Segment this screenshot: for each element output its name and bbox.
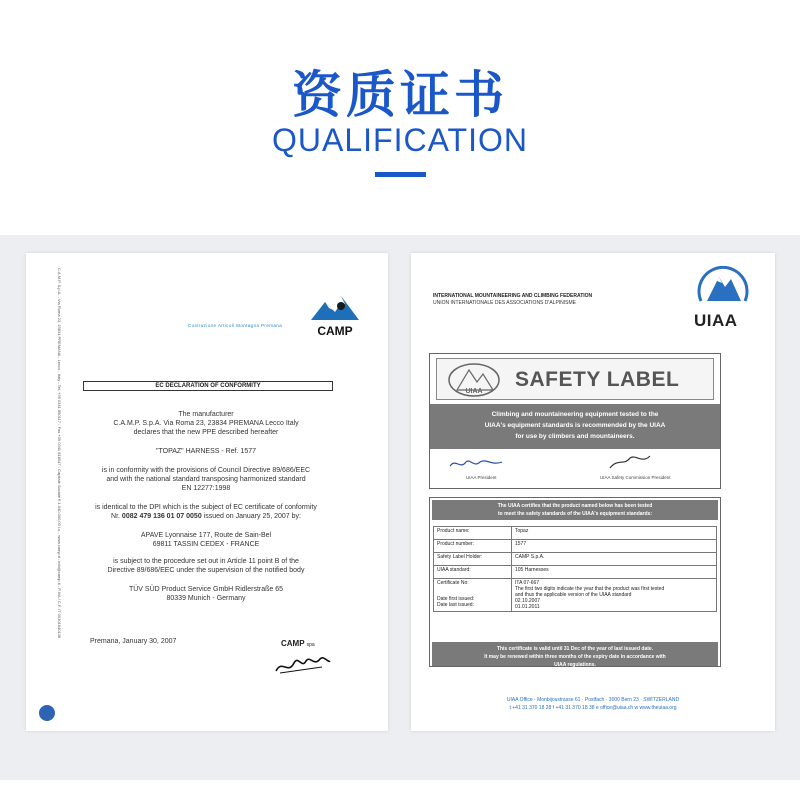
president-label: UIAA President — [466, 475, 497, 480]
doc-line: is in conformity with the provisions of Council Directive 89/686/EEC — [101, 467, 311, 474]
ec-heading: EC DECLARATION OF CONFORMITY — [83, 381, 333, 391]
doc-line: APAVE Lyonnaise 177, Route de Sain-Bel — [140, 532, 272, 539]
page-title: 资质证书 — [292, 66, 508, 124]
table-row: UIAA standard: 105 Harnesses — [434, 566, 717, 579]
doc-line: is subject to the procedure set out in Article 11 point B of the — [113, 558, 299, 565]
uiaa-safety-label-document — [411, 253, 775, 731]
camp-stamp: CAMP spa — [281, 639, 315, 648]
doc-line: C.A.M.P. S.p.A. Via Roma 23, 23834 PREMANA Lecco Italy — [113, 420, 299, 427]
doc-line: EN 12277:1998 — [181, 485, 231, 492]
safety-label-box — [429, 353, 721, 489]
page-header — [0, 0, 800, 230]
page-subtitle: QUALIFICATION — [272, 122, 528, 158]
doc-line: and with the national standard transposing harmonized standard — [106, 476, 306, 483]
uiaa-mountain-logo-icon — [691, 261, 755, 305]
federation-name-en: INTERNATIONAL MOUNTAINEERING AND CLIMBING FEDERATION — [433, 293, 593, 299]
uiaa-office-address: UIAA Office · Monbijoustrasse 61 · Postfach · 3000 Bern 23 · SWITZERLAND — [506, 697, 680, 703]
table-row: Safety Label Holder: CAMP S.p.A. — [434, 553, 717, 566]
camp-association-text: Costruzione Articoli Montagna Premana — [188, 323, 283, 328]
uiaa-emblem-icon — [447, 362, 501, 398]
product-line: "TOPAZ" HARNESS - Ref. 1577 — [155, 448, 257, 455]
svg-text:CAMP: CAMP — [317, 324, 353, 338]
validity-notice: This certificate is valid until 31 Dec of the year of last issued date. It may be renewed within three months of the expiry date in accordance with UIAA regulations. — [432, 642, 718, 666]
federation-name-fr: UNION INTERNATIONALE DES ASSOCIATIONS D'ALPINISME — [433, 300, 577, 306]
uiaa-logo-text: UIAA — [694, 311, 738, 330]
doc-line: 80339 Munich - Germany — [166, 595, 246, 602]
table-row: Product name: Topaz — [434, 527, 717, 540]
certification-mark-icon — [39, 705, 55, 721]
table-row: Certificate No: Date first issued: Date last issued: ITA 07-667 The first two digits indicate the year that the product was first tested and thus the applicable version of the UIAA standard 02.10.2007 01.01.2011 — [434, 579, 717, 612]
certification-box — [429, 497, 721, 667]
safety-label-title: SAFETY LABEL — [515, 368, 680, 391]
svg-text:UIAA: UIAA — [465, 388, 483, 395]
camp-logo-icon — [305, 290, 365, 340]
doc-line: Directive 89/686/EEC under the supervision of the notified body — [107, 567, 305, 574]
vertical-company-text: C.A.M.P. S.p.A. - Via Roma 23, 23834 PREMANA - Lecco - Italy - Tel. +39 0341 890117 - Fax +39 0341 818047 - Capitale Sociale € 1.040.000,00 i.v. - www.camp.it - info@camp.it - P.IVA / C.F. IT 00301640138 — [57, 268, 62, 639]
doc-line: 69811 TASSIN CEDEX - FRANCE — [152, 541, 260, 548]
certificate-table — [433, 526, 717, 612]
signature-icon — [272, 649, 332, 677]
safety-label-header — [436, 358, 714, 400]
certifies-notice: The UIAA certifies that the product named below has been tested to meet the safety standards of the UIAA's equipment standards: — [432, 500, 718, 520]
table-row: Product number: 1577 — [434, 540, 717, 553]
doc-line: declares that the new PPE described hereafter — [133, 429, 279, 436]
commission-signature-icon — [606, 452, 654, 472]
declaration-date: Premana, January 30, 2007 — [90, 638, 177, 645]
certificate-number-line: Nr. 0082 479 136 01 07 0050 issued on January 25, 2007 by: — [111, 513, 301, 520]
uiaa-contact-line: t +41 31 370 18 28 f +41 31 370 18 38 e office@uiaa.ch w www.theuiaa.org — [509, 705, 677, 711]
commission-president-label: UIAA Safety Commission President — [600, 475, 671, 480]
ec-declaration-document — [26, 253, 388, 731]
doc-line: TÜV SÜD Product Service GmbH Ridlerstraße 65 — [128, 586, 284, 593]
president-signature-icon — [446, 454, 506, 474]
doc-line: is identical to the DPI which is the subject of EC certificate of conformity — [95, 504, 317, 511]
title-underline — [375, 172, 426, 177]
tested-notice: Climbing and mountaineering equipment tested to the UIAA's equipment standards is recommended by the UIAA for use by climbers and mountaineers. — [430, 404, 720, 449]
doc-line: The manufacturer — [178, 411, 234, 418]
